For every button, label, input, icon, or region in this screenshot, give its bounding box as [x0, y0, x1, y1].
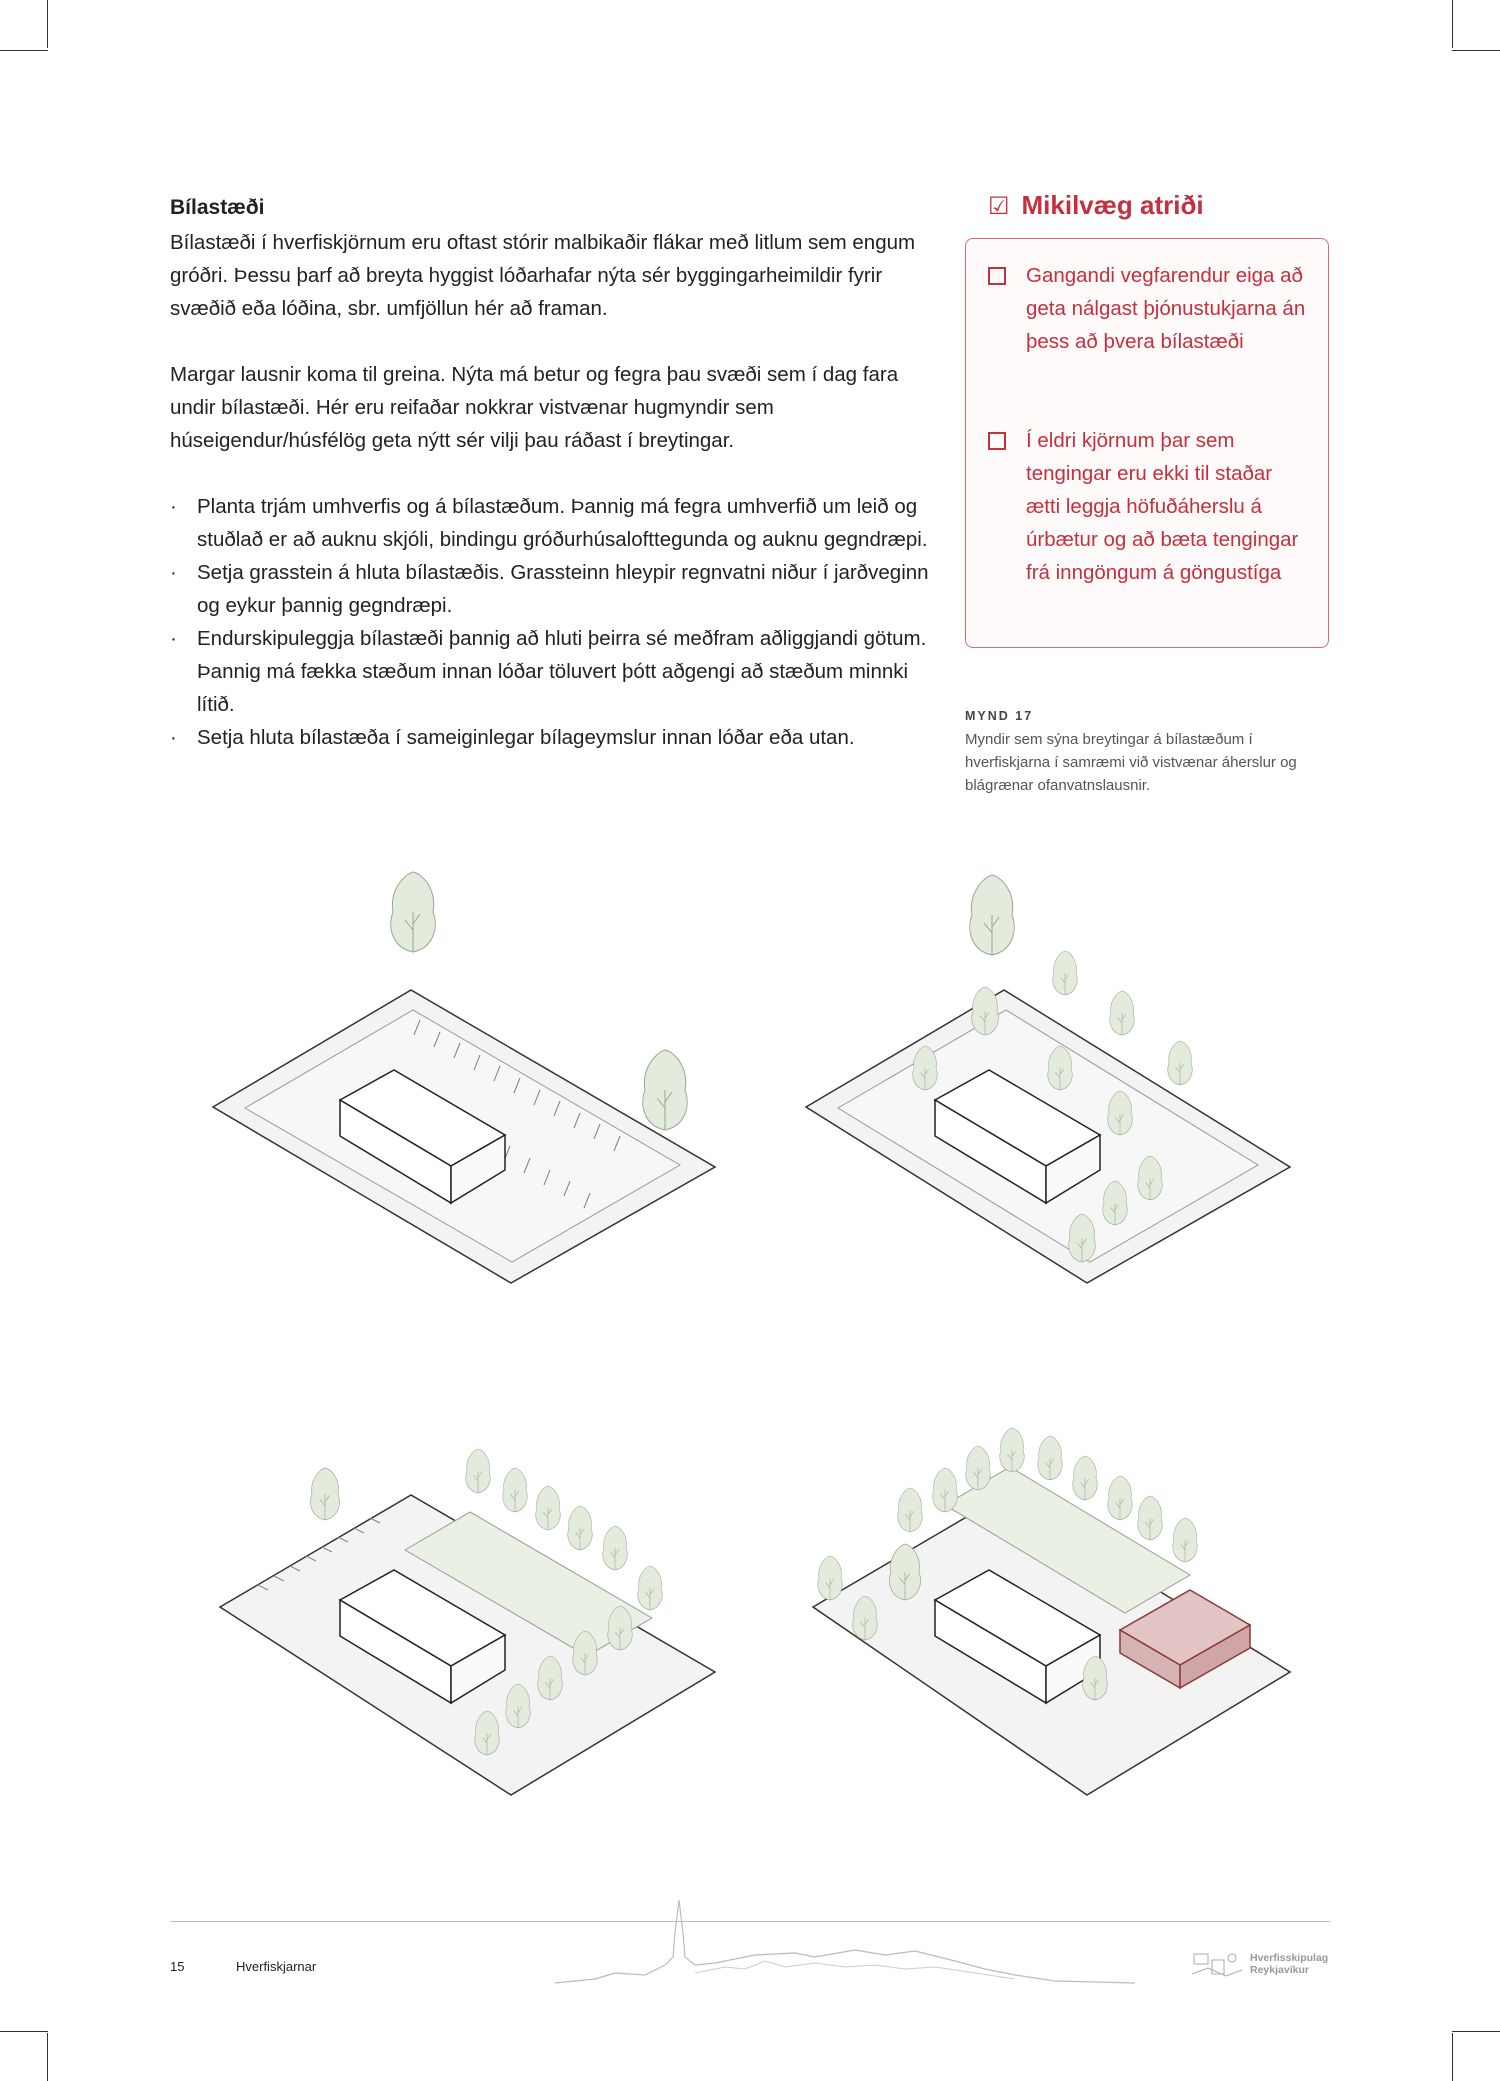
- list-item: · Planta trjám umhverfis og á bílastæðum. Þannig má fegra umhverfið um leið og stuðlað er að auknu skjóli, bindingu gróðurhúsalofttegunda og auknu gegndræpi.: [170, 490, 940, 556]
- crop-mark: [0, 50, 48, 51]
- illustration-shared-garage: [813, 1428, 1290, 1795]
- important-item: Gangandi vegfarendur eiga að geta nálgast þjónustukjarna án þess að þvera bílastæði: [988, 259, 1308, 358]
- important-title: Mikilvæg atriði: [1021, 190, 1204, 220]
- crop-mark: [1452, 2031, 1500, 2032]
- section-heading: Bílastæði: [170, 196, 265, 219]
- illustration-trees-planted: [806, 875, 1290, 1283]
- options-paragraph: Margar lausnir koma til greina. Nýta má betur og fegra þau svæði sem í dag fara undir bílastæði. Hér eru reifaðar nokkrar vistvænar hugmyndir sem húseigendur/húsfélög geta nýtt sér vilji þau ráðast í breytingar.: [170, 363, 899, 452]
- crop-mark: [0, 2031, 48, 2032]
- crop-mark: [47, 0, 48, 48]
- illustration-current-parking: [213, 872, 715, 1283]
- intro-paragraph: Bílastæði í hverfiskjörnum eru oftast stórir malbikaðir flákar með litlum sem engum gróðri. Þessu þarf að breyta hyggist lóðarhafar nýta sér byggingarheimildir fyrir svæðið eða lóðina, sbr. umfjöllun hér að framan.: [170, 231, 916, 320]
- list-item: · Endurskipuleggja bílastæði þannig að hluti þeirra sé meðfram aðliggjandi götum. Þannig má fækka stæðum innan lóðar töluvert þótt aðgengi að stæðum minnki lítið.: [170, 622, 940, 721]
- crop-mark: [1452, 50, 1500, 51]
- footer-title: Hverfiskjarnar: [236, 1959, 317, 1974]
- parking-illustrations: [0, 830, 1500, 1830]
- crop-mark: [47, 2033, 48, 2081]
- page-number: 15: [170, 1959, 185, 1974]
- footer-brand: [1250, 1952, 1328, 1976]
- crop-mark: [1452, 0, 1453, 48]
- illustration-grass-and-street-parking: [220, 1449, 715, 1795]
- list-item: · Setja hluta bílastæða í sameiginlegar bílageymslur innan lóðar eða utan.: [170, 721, 940, 754]
- brand-line: Reykjavíkur: [1250, 1964, 1309, 1976]
- crop-mark: [1452, 2033, 1453, 2081]
- checkbox-checked-icon: ☑: [988, 193, 1010, 220]
- checkbox-icon: [988, 432, 1006, 450]
- brand-logo-icon: [1190, 1948, 1244, 1980]
- figure-label: MYND 17: [965, 709, 1034, 723]
- idea-list: [170, 490, 940, 754]
- important-box: [965, 238, 1329, 648]
- skyline-icon: [555, 1895, 1135, 1990]
- checkbox-icon: [988, 267, 1006, 285]
- figure-caption: Myndir sem sýna breytingar á bílastæðum í hverfiskjarna í samræmi við vistvænar áherslur og blágrænar ofanvatnslausnir.: [965, 731, 1297, 794]
- important-heading: [988, 190, 1204, 221]
- list-item: · Setja grasstein á hluta bílastæðis. Grassteinn hleypir regnvatni niður í jarðveginn og eykur þannig gegndræpi.: [170, 556, 940, 622]
- important-item: Í eldri kjörnum þar sem tengingar eru ekki til staðar ætti leggja höfuðáherslu á úrbætur og að bæta tengingar frá inngöngum á göngustíga: [988, 424, 1308, 589]
- brand-line: Hverfisskipulag: [1250, 1952, 1329, 1964]
